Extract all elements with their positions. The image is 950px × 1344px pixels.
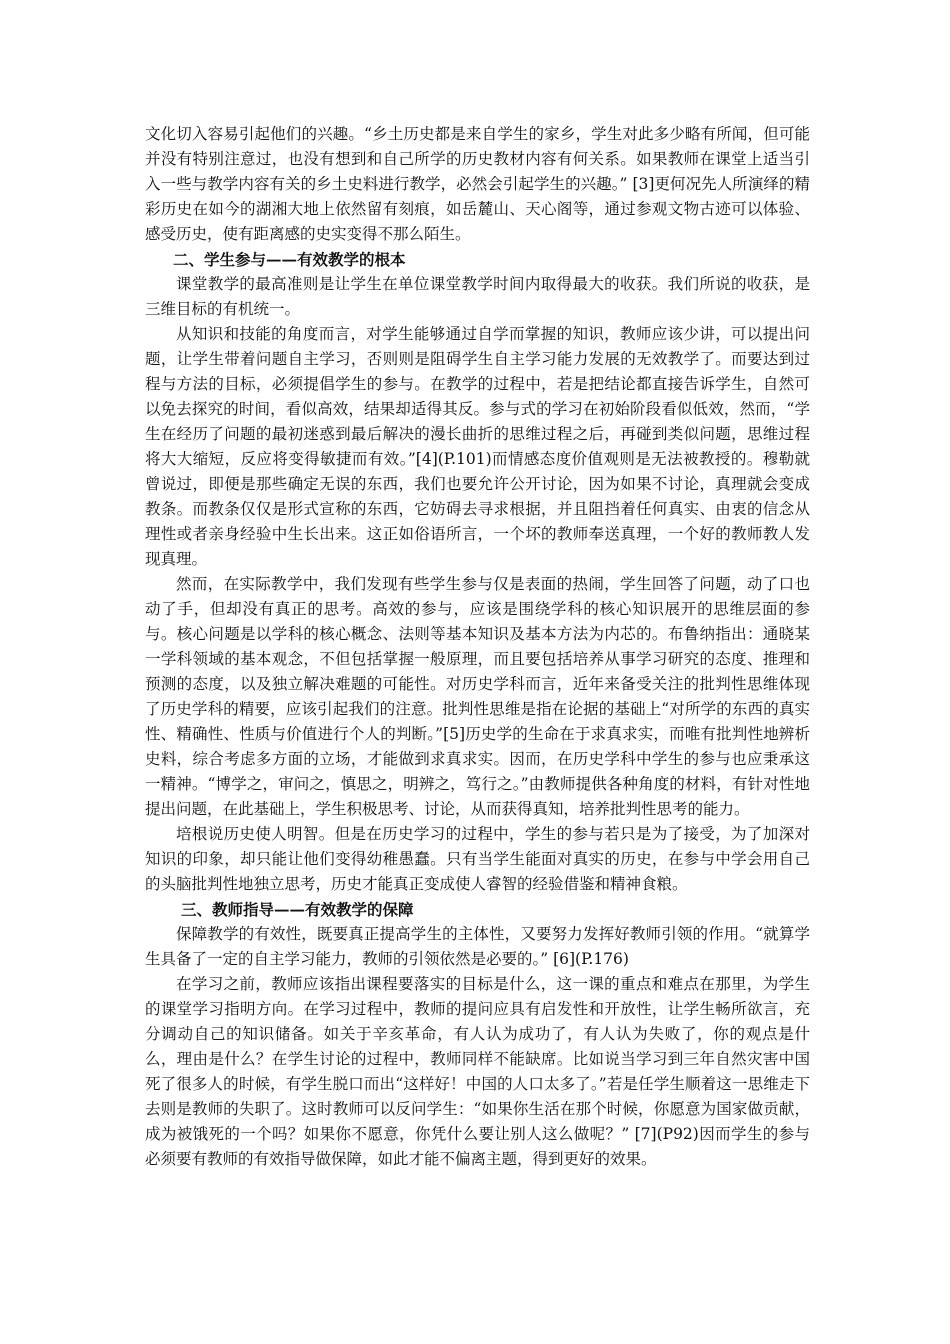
section-heading-student-participation: 二、学生参与——有效教学的根本 [173, 250, 406, 269]
paragraph-teacher-role: 保障教学的有效性，既要真正提高学生的主体性，又要努力发挥好教师引领的作用。“就算学生具备了一定的自主学习能力，教师的引领依然是必要的。” [6](P.176) [145, 925, 810, 968]
paragraph-bacon: 培根说历史使人明智。但是在历史学习的过程中，学生的参与若只是为了接受，为了加深对知识的印象，却只能让他们变得幼稚愚蠢。只有当学生能面对真实的历史，在参与中学会用自己的头脑批判性地独立思考，历史才能真正变成使人睿智的经验借鉴和精神食粮。 [145, 825, 810, 893]
document-body [145, 122, 810, 1172]
paragraph-critical-thinking: 然而，在实际教学中，我们发现有些学生参与仅是表面的热闹，学生回答了问题，动了口也动了手，但却没有真正的思考。高效的参与，应该是围绕学科的核心知识展开的思维层面的参与。核心问题是以学科的核心概念、法则等基本知识及基本方法为内芯的。布鲁纳指出：通晓某一学科领域的基本观念，不但包括掌握一般原理，而且要包括培养从事学习研究的态度、推理和预测的态度，以及独立解决难题的可能性。对历史学科而言，近年来备受关注的批判性思维体现了历史学科的精要，应该引起我们的注意。批判性思维是指在论据的基础上“对所学的东西的真实性、精确性、性质与价值进行个人的判断。”[5]历史学的生命在于求真求实，而唯有批判性地辨析史料，综合考虑多方面的立场，才能做到求真求实。因而，在历史学科中学生的参与也应秉承这一精神。“博学之，审问之，慎思之，明辨之，笃行之。”由教师提供各种角度的材料，有针对性地提出问题，在此基础上，学生积极思考、讨论，从而获得真知，培养批判性思考的能力。 [145, 575, 810, 818]
paragraph-before-learning: 在学习之前，教师应该指出课程要落实的目标是什么，这一课的重点和难点在那里，为学生的课堂学习指明方向。在学习过程中，教师的提问应具有启发性和开放性，让学生畅所欲言，充分调动自己的知识储备。如关于辛亥革命，有人认为成功了，有人认为失败了，你的观点是什么，理由是什么？在学生讨论的过程中，教师同样不能缺席。比如说当学习到三年自然灾害中国死了很多人的时候，有学生脱口而出“这样好！中国的人口太多了。”若是任学生顺着这一思维走下去则是教师的失职了。这时教师可以反问学生：“如果你生活在那个时候，你愿意为国家做贡献，成为被饿死的一个吗？如果你不愿意，你凭什么要让别人这么做呢？” [7](P92)因而学生的参与必须要有教师的有效指导做保障，如此才能不偏离主题，得到更好的效果。 [145, 975, 810, 1168]
paragraph-local-history: 文化切入容易引起他们的兴趣。“乡土历史都是来自学生的家乡，学生对此多少略有所闻，但可能并没有特别注意过，也没有想到和自己所学的历史教材内容有何关系。如果教师在课堂上适当引入一些与教学内容有关的乡土史料进行教学，必然会引起学生的兴趣。” [3]更何况先人所演绎的精彩历史在如今的湖湘大地上依然留有刻痕，如岳麓山、天心阁等，通过参观文物古迹可以体验、感受历史，使有距离感的史实变得不那么陌生。 [145, 125, 810, 243]
paragraph-knowledge-skills: 从知识和技能的角度而言，对学生能够通过自学而掌握的知识，教师应该少讲，可以提出问题，让学生带着问题自主学习，否则则是阻碍学生自主学习能力发展的无效教学了。而要达到过程与方法的目标，必须提倡学生的参与。在教学的过程中，若是把结论都直接告诉学生，自然可以免去探究的时间，看似高效，结果却适得其反。参与式的学习在初始阶段看似低效，然而，“学生在经历了问题的最初迷惑到最后解决的漫长曲折的思维过程之后，再碰到类似问题，思维过程将大大缩短，反应将变得敏捷而有效。”[4](P.101)而情感态度价值观则是无法被教授的。穆勒就曾说过，即便是那些确定无误的东西，我们也要允许公开讨论，因为如果不讨论，真理就会变成教条。而教条仅仅是形式宣称的东西，它妨碍去寻求根据，并且阻挡着任何真实、由衷的信念从理性或者亲身经验中生长出来。这正如俗语所言，一个坏的教师奉送真理，一个好的教师教人发现真理。 [145, 325, 810, 568]
section-heading-teacher-guidance: 三、教师指导——有效教学的保障 [181, 900, 414, 919]
paragraph-classroom-principle: 课堂教学的最高准则是让学生在单位课堂教学时间内取得最大的收获。我们所说的收获，是三维目标的有机统一。 [145, 275, 810, 318]
